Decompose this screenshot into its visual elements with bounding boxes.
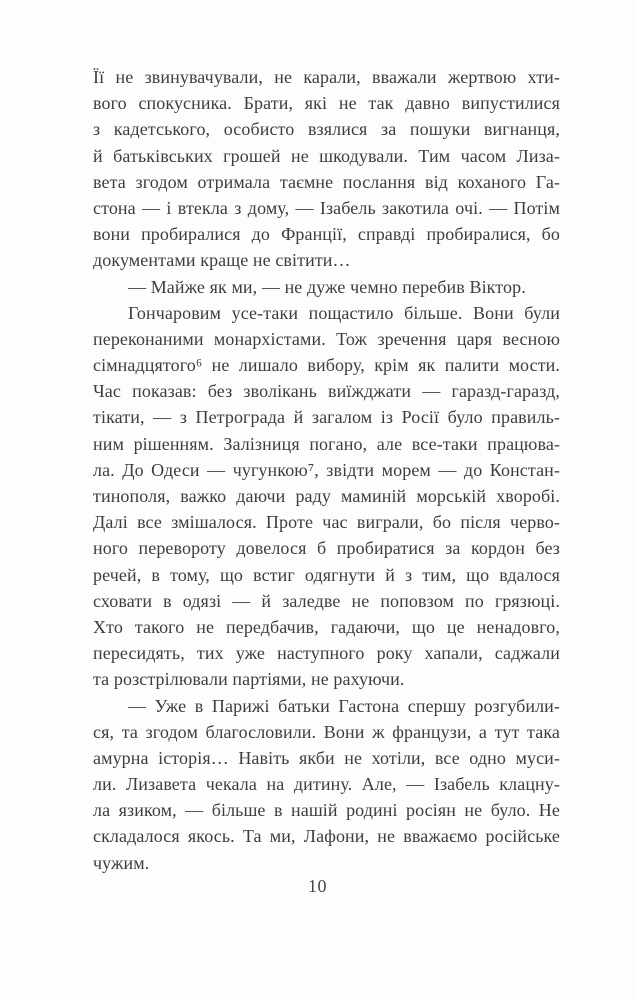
text-line: ла. До Одеси — чугункою⁷, звідти морем — до Констан- xyxy=(93,459,560,480)
text-line: сховати в одязі — й заледве не поповзом по грязюці. xyxy=(93,590,560,611)
text-line: стона — і втекла з дому, — Ізабель закотила очі. — Потім xyxy=(93,197,560,218)
text-line: ся, та згодом благословили. Вони ж французи, а тут така xyxy=(93,721,560,742)
paragraph xyxy=(93,693,560,876)
paragraph xyxy=(93,274,560,300)
text-line: документами краще не світити… xyxy=(93,250,351,271)
text-line: складалося якось. Та ми, Лафони, не вважаємо російське xyxy=(93,826,560,847)
text-line: ним рішенням. Залізниця погано, але все-таки працюва- xyxy=(93,433,560,454)
text-line: тікати, — з Петрограда й загалом із Росії було правиль- xyxy=(93,407,560,428)
text-line: Її не звинувачували, не карали, вважали жертвою хти- xyxy=(93,67,560,87)
text-line: речей, в тому, що встиг одягнути й з тим, що вдалося xyxy=(93,564,560,585)
paragraph xyxy=(93,64,560,274)
text-line: тинополя, важко даючи раду маминій морській хворобі. xyxy=(93,486,560,506)
text-line: сімнадцятого⁶ не лишало вибору, крім як палити мости. xyxy=(93,355,560,376)
text-line: — Майже як ми, — не дуже чемно перебив Віктор. xyxy=(128,276,526,297)
page-number: 10 xyxy=(308,876,327,896)
text-line: вого спокусника. Брати, які не так давно випустилися xyxy=(93,93,560,114)
text-line: Час показав: без зволікань виїжджати — гаразд-гаразд, xyxy=(93,381,560,402)
text-line: Далі все змішалося. Проте час виграли, бо після черво- xyxy=(93,512,560,533)
text-line: й батьківських грошей не шкодували. Тим часом Лиза- xyxy=(93,145,560,166)
text-line: та розстрілювали партіями, не рахуючи. xyxy=(93,669,405,690)
text-line: з кадетського, особисто взялися за пошуки вигнанця, xyxy=(93,119,560,140)
text-line: ли. Лизавета чекала на дитину. Але, — Ізабель клацну- xyxy=(93,774,560,795)
text-line: амурна історія… Навіть якби не хотіли, все одно муси- xyxy=(93,747,560,768)
text-line: переконаними монархістами. Тож зречення царя весною xyxy=(93,328,560,349)
text-line: вони пробиралися до Франції, справді пробиралися, бо xyxy=(93,224,560,245)
text-line: ного перевороту довелося б пробиратися за кордон без xyxy=(93,538,560,559)
text-line: пересидять, тих уже наступного року хапали, саджали xyxy=(93,643,560,664)
text-line: ла язиком, — більше в нашій родині росіян не було. Не xyxy=(93,800,560,821)
text-line: — Уже в Парижі батьки Гастона спершу розгубили- xyxy=(128,695,560,716)
text-line: Гончаровим усе-таки пощастило більше. Вони були xyxy=(128,302,560,323)
text-line: вета згодом отримала таємне послання від коханого Га- xyxy=(93,171,560,192)
text-line: Хто такого не передбачив, гадаючи, що це ненадовго, xyxy=(93,616,560,637)
paragraph xyxy=(93,300,560,693)
body-text xyxy=(93,64,560,876)
text-line: чужим. xyxy=(93,852,150,873)
